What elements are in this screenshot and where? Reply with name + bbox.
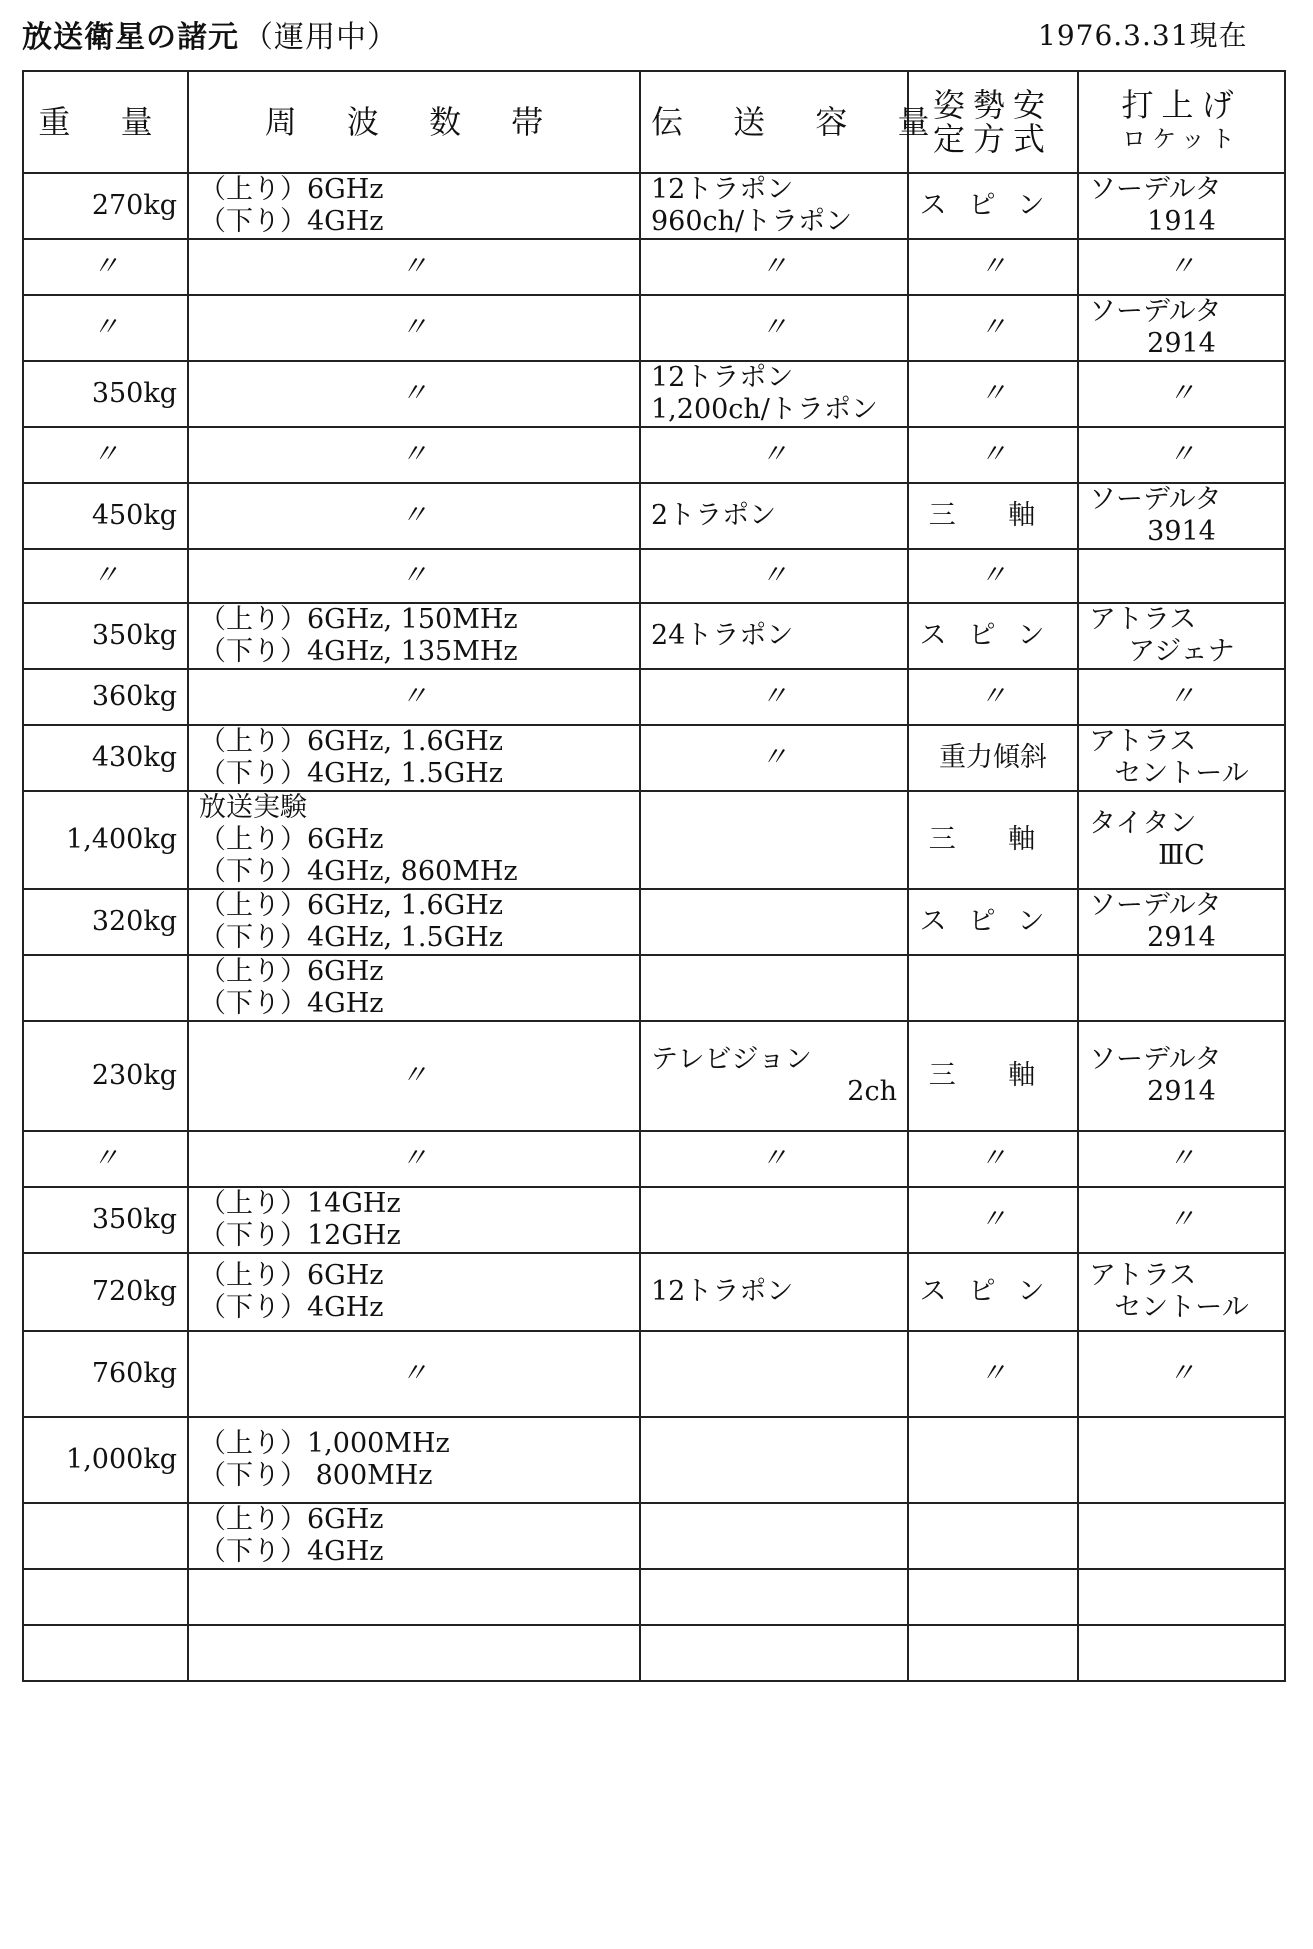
capacity-cell	[640, 1253, 908, 1331]
launch-line: 〃	[1168, 681, 1195, 712]
launch-line: ⅢC	[1158, 840, 1205, 871]
table-row	[23, 427, 1285, 483]
attitude-cell: 〃	[908, 361, 1078, 427]
capacity-cell	[640, 1131, 908, 1187]
attitude-cell: 三 軸	[908, 791, 1078, 889]
attitude-cell: スピン	[908, 1253, 1078, 1331]
launch-line: 〃	[1168, 1204, 1195, 1235]
frequency-cell	[188, 1569, 640, 1625]
weight-cell: 〃	[23, 239, 188, 295]
launch-line: アトラス	[1089, 1260, 1197, 1291]
capacity-line: 〃	[760, 251, 788, 282]
attitude-cell	[908, 1625, 1078, 1681]
page-title	[22, 12, 398, 56]
frequency-line: （上り）6GHz	[199, 1504, 384, 1535]
capacity-cell	[640, 725, 908, 791]
weight-cell: 〃	[23, 427, 188, 483]
frequency-cell	[188, 1131, 640, 1187]
launch-line: 〃	[1168, 1143, 1195, 1174]
launch-line: ソーデルタ	[1089, 1044, 1222, 1075]
weight-cell: 1,400kg	[23, 791, 188, 889]
table-row	[23, 725, 1285, 791]
table-row	[23, 669, 1285, 725]
frequency-cell	[188, 603, 640, 669]
weight-cell: 450kg	[23, 483, 188, 549]
frequency-line: 〃	[400, 312, 428, 343]
title-paren: （運用中）	[243, 20, 398, 55]
launch-cell	[1078, 1331, 1285, 1417]
launch-line: アトラス	[1089, 726, 1197, 757]
header-frequency: 周 波 数 帯	[188, 71, 640, 173]
attitude-cell	[908, 1503, 1078, 1569]
frequency-cell	[188, 955, 640, 1021]
capacity-line: 〃	[760, 1143, 788, 1174]
capacity-cell	[640, 361, 908, 427]
capacity-line: 〃	[760, 560, 788, 591]
table-header	[23, 71, 1285, 173]
capacity-cell	[640, 295, 908, 361]
capacity-line: 2ch	[847, 1076, 897, 1107]
capacity-cell	[640, 1569, 908, 1625]
capacity-line: 12トラポン	[651, 362, 794, 393]
weight-cell: 〃	[23, 1131, 188, 1187]
launch-line: ソーデルタ	[1089, 296, 1222, 327]
table-row	[23, 1625, 1285, 1681]
frequency-line: （上り）6GHz	[199, 174, 384, 205]
launch-cell	[1078, 725, 1285, 791]
capacity-line: 2トラポン	[651, 500, 777, 531]
frequency-line: （上り）6GHz, 1.6GHz	[199, 890, 503, 921]
capacity-cell	[640, 1187, 908, 1253]
frequency-cell	[188, 427, 640, 483]
frequency-line: （上り）14GHz	[199, 1188, 401, 1219]
launch-line: セントール	[1114, 1292, 1249, 1323]
launch-line: ソーデルタ	[1089, 890, 1222, 921]
frequency-line: （下り）4GHz, 135MHz	[199, 636, 518, 667]
launch-cell	[1078, 1417, 1285, 1503]
capacity-cell	[640, 1625, 908, 1681]
header-row	[23, 71, 1285, 173]
table-row	[23, 1569, 1285, 1625]
frequency-line: （下り）4GHz, 860MHz	[199, 856, 518, 887]
attitude-cell: 〃	[908, 427, 1078, 483]
frequency-cell	[188, 1253, 640, 1331]
table-row	[23, 889, 1285, 955]
launch-line: タイタン	[1089, 808, 1197, 839]
weight-cell: 430kg	[23, 725, 188, 791]
header-attitude-line1: 姿勢安	[932, 86, 1053, 124]
launch-cell	[1078, 483, 1285, 549]
capacity-line: テレビジョン	[651, 1044, 812, 1075]
frequency-cell	[188, 361, 640, 427]
launch-line: 1914	[1147, 206, 1216, 237]
frequency-line: （下り） 800MHz	[199, 1460, 433, 1491]
frequency-cell	[188, 549, 640, 603]
weight-cell: 1,000kg	[23, 1417, 188, 1503]
header-weight: 重 量	[23, 71, 188, 173]
launch-cell	[1078, 889, 1285, 955]
launch-line: 〃	[1168, 378, 1195, 409]
weight-cell: 〃	[23, 549, 188, 603]
launch-line: 〃	[1168, 439, 1195, 470]
frequency-line: 〃	[400, 681, 428, 712]
weight-cell: 720kg	[23, 1253, 188, 1331]
weight-cell: 760kg	[23, 1331, 188, 1417]
header-launch-line2: ロケット	[1122, 125, 1241, 153]
launch-line: 〃	[1168, 1358, 1195, 1389]
frequency-line: （下り）4GHz, 1.5GHz	[199, 758, 503, 789]
frequency-line: （上り）6GHz	[199, 1260, 384, 1291]
launch-cell	[1078, 549, 1285, 603]
frequency-line: （上り）6GHz	[199, 956, 384, 987]
capacity-cell	[640, 1417, 908, 1503]
weight-cell: 320kg	[23, 889, 188, 955]
table-row	[23, 1131, 1285, 1187]
weight-cell: 270kg	[23, 173, 188, 239]
weight-cell	[23, 1569, 188, 1625]
launch-cell	[1078, 791, 1285, 889]
capacity-cell	[640, 603, 908, 669]
launch-line: アジェナ	[1128, 636, 1235, 667]
attitude-cell: 〃	[908, 239, 1078, 295]
capacity-line: 〃	[760, 681, 788, 712]
frequency-line: 〃	[400, 560, 428, 591]
capacity-line: 960ch/トラポン	[651, 206, 853, 237]
frequency-cell	[188, 239, 640, 295]
launch-cell	[1078, 427, 1285, 483]
table-row	[23, 361, 1285, 427]
as-of-date: 1976.3.31現在	[1038, 19, 1248, 52]
table-row	[23, 295, 1285, 361]
launch-cell	[1078, 955, 1285, 1021]
launch-line: 3914	[1147, 516, 1216, 547]
attitude-cell: 〃	[908, 669, 1078, 725]
attitude-cell: 〃	[908, 1187, 1078, 1253]
header-attitude-line2: 定方式	[932, 120, 1053, 158]
attitude-cell	[908, 1417, 1078, 1503]
attitude-cell: 重力傾斜	[908, 725, 1078, 791]
weight-cell: 350kg	[23, 1187, 188, 1253]
frequency-cell	[188, 1625, 640, 1681]
attitude-cell: 三 軸	[908, 483, 1078, 549]
frequency-line: （下り）4GHz	[199, 1536, 384, 1567]
frequency-cell	[188, 889, 640, 955]
launch-line: ソーデルタ	[1089, 484, 1222, 515]
launch-line: アトラス	[1089, 604, 1197, 635]
frequency-line: （上り）6GHz, 1.6GHz	[199, 726, 503, 757]
launch-line: セントール	[1114, 758, 1249, 789]
launch-cell	[1078, 295, 1285, 361]
frequency-cell	[188, 669, 640, 725]
frequency-cell	[188, 1021, 640, 1131]
table-body	[23, 173, 1285, 1681]
capacity-line: 12トラポン	[651, 1276, 794, 1307]
launch-line: 2914	[1147, 922, 1216, 953]
frequency-line: （下り）4GHz	[199, 1292, 384, 1323]
attitude-cell: 〃	[908, 1131, 1078, 1187]
frequency-line: （下り）4GHz	[199, 206, 384, 237]
table-row	[23, 549, 1285, 603]
launch-cell	[1078, 361, 1285, 427]
capacity-line: 〃	[760, 312, 788, 343]
header-launch	[1078, 71, 1285, 173]
table-row	[23, 1331, 1285, 1417]
capacity-cell	[640, 889, 908, 955]
table-row	[23, 603, 1285, 669]
capacity-cell	[640, 549, 908, 603]
launch-line: 〃	[1168, 251, 1195, 282]
frequency-line: 〃	[400, 1060, 428, 1091]
launch-cell	[1078, 603, 1285, 669]
attitude-cell: スピン	[908, 173, 1078, 239]
attitude-cell: 〃	[908, 1331, 1078, 1417]
table-row	[23, 791, 1285, 889]
frequency-cell	[188, 725, 640, 791]
launch-cell	[1078, 1187, 1285, 1253]
weight-cell: 350kg	[23, 603, 188, 669]
attitude-cell: 〃	[908, 549, 1078, 603]
capacity-cell	[640, 427, 908, 483]
header-attitude	[908, 71, 1078, 173]
attitude-cell	[908, 955, 1078, 1021]
frequency-line: 〃	[400, 378, 428, 409]
frequency-line: （上り）1,000MHz	[199, 1428, 450, 1459]
capacity-cell	[640, 791, 908, 889]
frequency-line: （下り）4GHz	[199, 988, 384, 1019]
weight-cell: 230kg	[23, 1021, 188, 1131]
launch-cell	[1078, 1569, 1285, 1625]
frequency-line: 〃	[400, 500, 428, 531]
frequency-cell	[188, 1417, 640, 1503]
table-row	[23, 239, 1285, 295]
frequency-line: 〃	[400, 251, 428, 282]
launch-cell	[1078, 1625, 1285, 1681]
table-row	[23, 1021, 1285, 1131]
attitude-cell: 三 軸	[908, 1021, 1078, 1131]
capacity-line: 12トラポン	[651, 174, 794, 205]
launch-cell	[1078, 669, 1285, 725]
header-capacity: 伝 送 容 量	[640, 71, 908, 173]
launch-line: 2914	[1147, 328, 1216, 359]
capacity-line: 24トラポン	[651, 620, 794, 651]
weight-cell	[23, 1625, 188, 1681]
title-text: 放送衛星の諸元	[22, 20, 239, 55]
weight-cell	[23, 1503, 188, 1569]
frequency-line: 放送実験	[199, 792, 307, 823]
launch-line: ソーデルタ	[1089, 174, 1222, 205]
launch-cell	[1078, 1503, 1285, 1569]
capacity-cell	[640, 483, 908, 549]
frequency-cell	[188, 483, 640, 549]
table-row	[23, 1417, 1285, 1503]
launch-cell	[1078, 239, 1285, 295]
capacity-cell	[640, 669, 908, 725]
frequency-line: 〃	[400, 439, 428, 470]
capacity-cell	[640, 1021, 908, 1131]
launch-cell	[1078, 173, 1285, 239]
weight-cell: 360kg	[23, 669, 188, 725]
frequency-line: （上り）6GHz	[199, 824, 384, 855]
header-launch-line1: 打上げ	[1121, 86, 1242, 124]
frequency-line: 〃	[400, 1143, 428, 1174]
attitude-cell: スピン	[908, 603, 1078, 669]
capacity-line: 1,200ch/トラポン	[651, 394, 878, 425]
frequency-cell	[188, 1503, 640, 1569]
frequency-cell	[188, 173, 640, 239]
table-row	[23, 1503, 1285, 1569]
frequency-line: 〃	[400, 1358, 428, 1389]
satellite-spec-table	[22, 70, 1286, 1682]
frequency-line: （下り）12GHz	[199, 1220, 401, 1251]
table-row	[23, 173, 1285, 239]
frequency-cell	[188, 791, 640, 889]
table-row	[23, 955, 1285, 1021]
attitude-cell: スピン	[908, 889, 1078, 955]
frequency-line: （下り）4GHz, 1.5GHz	[199, 922, 503, 953]
weight-cell: 350kg	[23, 361, 188, 427]
attitude-cell	[908, 1569, 1078, 1625]
frequency-cell	[188, 295, 640, 361]
capacity-line: 〃	[760, 742, 788, 773]
capacity-cell	[640, 1503, 908, 1569]
launch-cell	[1078, 1131, 1285, 1187]
weight-cell	[23, 955, 188, 1021]
capacity-cell	[640, 955, 908, 1021]
weight-cell: 〃	[23, 295, 188, 361]
attitude-cell: 〃	[908, 295, 1078, 361]
table-row	[23, 483, 1285, 549]
table-row	[23, 1253, 1285, 1331]
launch-cell	[1078, 1021, 1285, 1131]
launch-line: 2914	[1147, 1076, 1216, 1107]
capacity-cell	[640, 173, 908, 239]
capacity-cell	[640, 1331, 908, 1417]
launch-cell	[1078, 1253, 1285, 1331]
frequency-cell	[188, 1331, 640, 1417]
capacity-cell	[640, 239, 908, 295]
frequency-cell	[188, 1187, 640, 1253]
capacity-line: 〃	[760, 439, 788, 470]
table-row	[23, 1187, 1285, 1253]
frequency-line: （上り）6GHz, 150MHz	[199, 604, 518, 635]
